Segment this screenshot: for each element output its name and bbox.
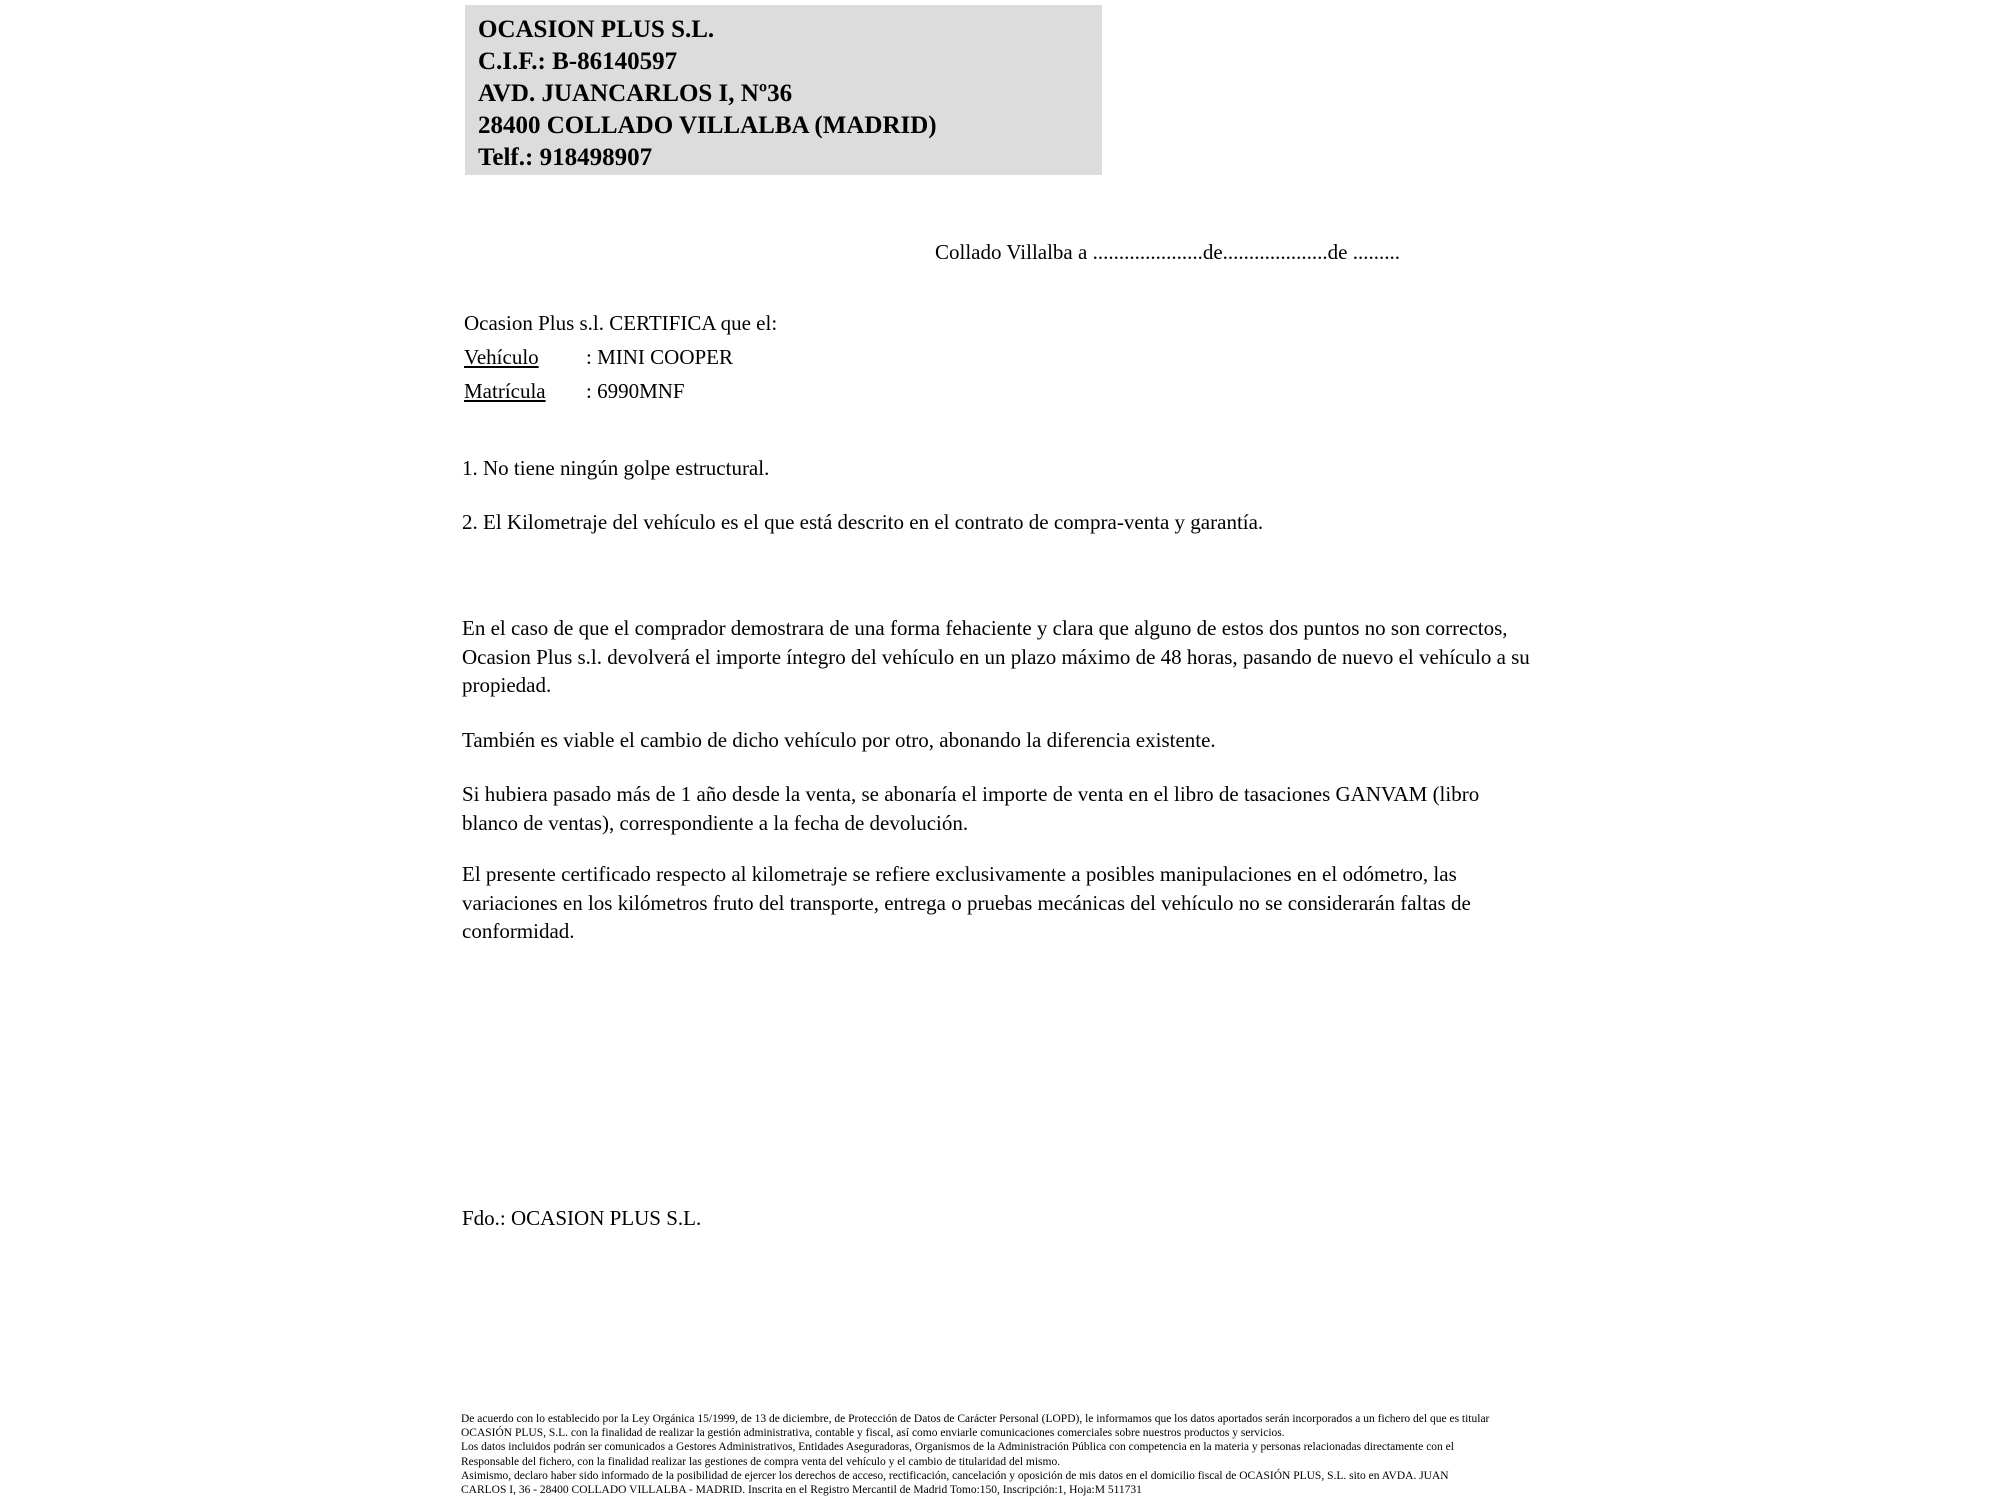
certify-intro: Ocasion Plus s.l. CERTIFICA que el:: [464, 311, 778, 335]
date-line: Collado Villalba a .....................de....................de .........: [935, 240, 1400, 264]
company-city: 28400 COLLADO VILLALBA (MADRID): [478, 112, 937, 139]
footer-line-4: Responsable del fichero, con la finalidad realizar las gestiones de compra venta del vehículo y el cambio de titularidad del mismo.: [461, 1455, 1061, 1468]
plate-field-row: [464, 374, 777, 408]
vehicle-field-row: [464, 340, 777, 374]
paragraph-refund: En el caso de que el comprador demostrara de una forma fehaciente y clara que alguno de estos dos puntos no son correctos, Ocasion Plus s.l. devolverá el importe íntegro del vehículo en un plazo máximo de 48 horas, pasando de nuevo el vehículo a su propiedad.: [462, 616, 1530, 697]
clause-structural: 1. No tiene ningún golpe estructural.: [462, 456, 770, 480]
paragraph-odometer: El presente certificado respecto al kilometraje se refiere exclusivamente a posibles manipulaciones en el odómetro, las variaciones en los kilómetros fruto del transporte, entrega o pruebas mecánicas del vehículo no se considerarán faltas de conformidad.: [462, 862, 1471, 943]
company-cif: C.I.F.: B-86140597: [478, 48, 678, 75]
footer-line-3: Los datos incluidos podrán ser comunicados a Gestores Administrativos, Entidades Aseguradoras, Organismos de la Administración Pública con competencia en la materia y personas relacionadas directamente con el: [461, 1441, 1454, 1454]
company-phone: Telf.: 918498907: [478, 144, 653, 171]
clause-mileage: 2. El Kilometraje del vehículo es el que está descrito en el contrato de compra-venta y garantía.: [462, 510, 1264, 534]
company-name: OCASION PLUS S.L.: [478, 16, 715, 43]
footer-line-2: OCASIÓN PLUS, S.L. con la finalidad de realizar la gestión administrativa, contable y fiscal, así como enviarle comunicaciones comerciales sobre nuestros productos y servicios.: [461, 1427, 1285, 1440]
plate-field-label: [464, 374, 586, 408]
company-address: AVD. JUANCARLOS I, Nº36: [478, 80, 793, 107]
company-header-block: [465, 5, 1102, 175]
legal-footer: [461, 1412, 1489, 1497]
vehicle-field-value: : MINI COOPER: [586, 345, 734, 369]
vehicle-field-label: [464, 340, 586, 374]
vehicle-field-label-text: Vehículo: [464, 345, 539, 369]
plate-field-value: : 6990MNF: [586, 379, 685, 403]
footer-line-1: De acuerdo con lo establecido por la Ley Orgánica 15/1999, de 13 de diciembre, de Protección de Datos de Carácter Personal (LOPD), le informamos que los datos aportados serán incorporados a un fichero del que es titular: [461, 1413, 1490, 1425]
paragraph-exchange: También es viable el cambio de dicho vehículo por otro, abonando la diferencia existente.: [462, 728, 1216, 752]
signature-line: Fdo.: OCASION PLUS S.L.: [462, 1206, 702, 1230]
footer-line-6: CARLOS I, 36 - 28400 COLLADO VILLALBA - MADRID. Inscrita en el Registro Mercantil de Madrid Tomo:150, Inscripción:1, Hoja:M 511731: [461, 1484, 1142, 1497]
certify-section: [464, 306, 777, 408]
paragraph-ganvam: Si hubiera pasado más de 1 año desde la venta, se abonaría el importe de venta en el libro de tasaciones GANVAM (libro blanco de ventas), correspondiente a la fecha de devolución.: [462, 782, 1480, 835]
footer-line-5: Asimismo, declaro haber sido informado de la posibilidad de ejercer los derechos de acceso, rectificación, cancelación y oposición de mis datos en el domicilio fiscal de OCASIÓN PLUS, S.L. sito en AVDA. JUAN: [461, 1469, 1449, 1482]
plate-field-label-text: Matrícula: [464, 379, 546, 403]
